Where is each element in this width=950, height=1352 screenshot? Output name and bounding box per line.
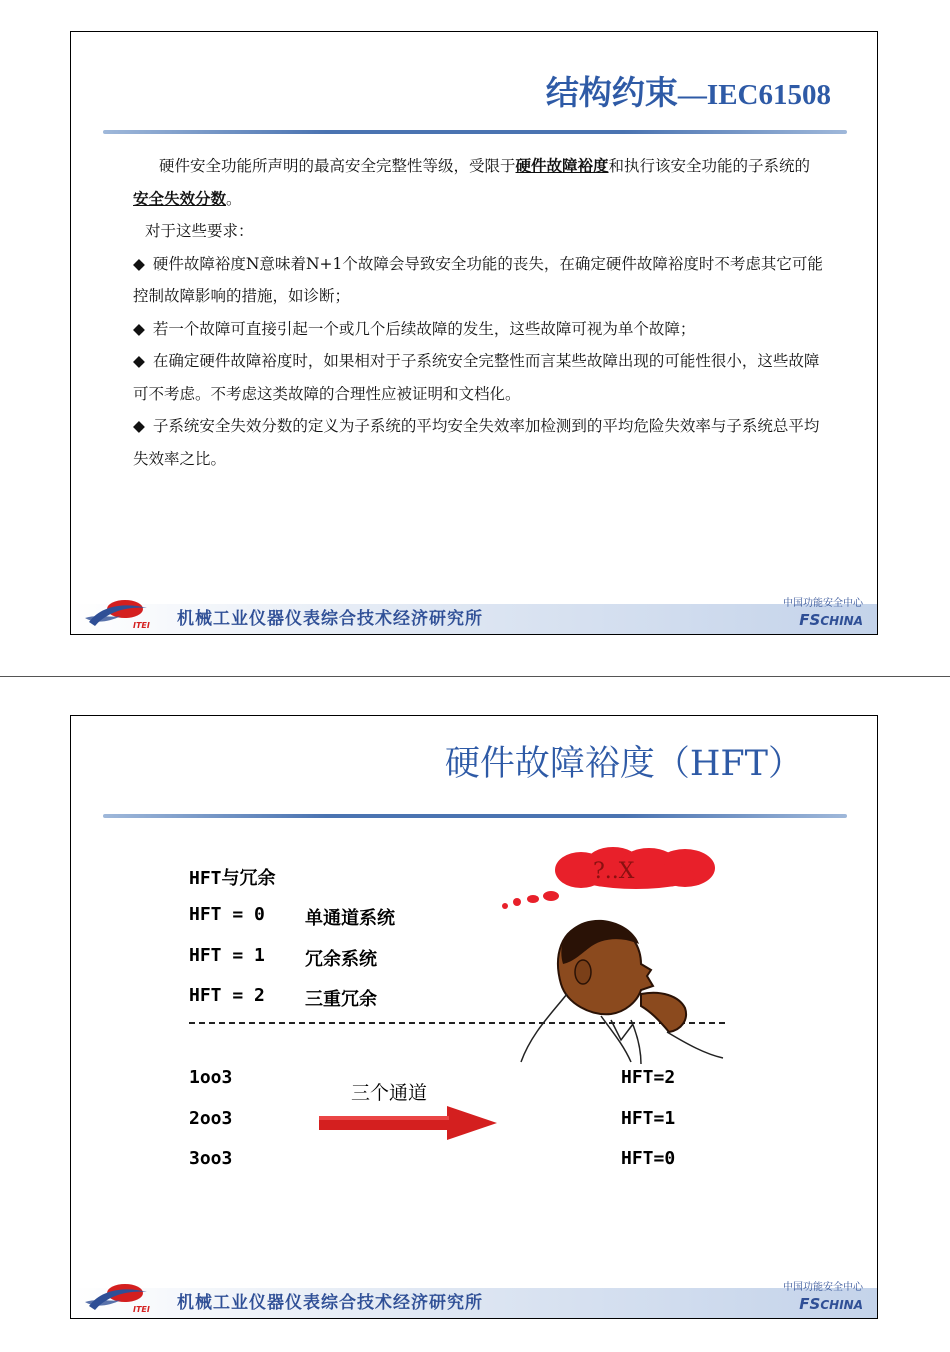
bullet-item	[133, 313, 823, 346]
bullet-text: 在确定硬件故障裕度时，如果相对于子系统安全完整性而言某些故障出现的可能性很小，这些故障可不考虑。不考虑这类故障的合理性应被证明和文档化。	[133, 352, 820, 403]
title-en: IEC61508	[706, 79, 831, 111]
diamond-bullet-icon: ◆	[133, 254, 145, 273]
slide-footer	[71, 590, 877, 634]
cloud-text: ?..X	[593, 859, 635, 884]
hft-expr: HFT = 0	[189, 904, 265, 925]
hft-row	[189, 945, 265, 966]
hft-value: HFT=2	[621, 1067, 676, 1088]
term-hft: 硬件故障裕度	[515, 156, 609, 175]
thinking-man-icon	[491, 844, 731, 1064]
slide-structural-constraints	[70, 31, 878, 635]
fs-center-name: 中国功能安全中心	[783, 1282, 863, 1293]
bullet-item	[133, 345, 823, 410]
hft-value: HFT=0	[621, 1148, 676, 1169]
fs-logo-big: FS	[799, 1295, 821, 1313]
title-cn: 结构约束	[545, 73, 678, 112]
vote-label: 2oo3	[189, 1108, 233, 1129]
institute-name: 机械工业仪器仪表综合技术经济研究所	[177, 1293, 483, 1313]
hft-desc: 单通道系统	[305, 908, 395, 929]
intro-paragraph	[133, 150, 823, 215]
right-arrow-icon	[319, 1106, 497, 1140]
diamond-bullet-icon: ◆	[133, 352, 145, 370]
requirements-lead: 对于这些要求：	[145, 222, 254, 240]
institute-name: 机械工业仪器仪表综合技术经济研究所	[177, 609, 483, 629]
intro-text-b: 和执行该安全功能的子系统的	[608, 157, 811, 175]
hft-heading	[189, 864, 276, 890]
fs-center-name: 中国功能安全中心	[783, 598, 863, 609]
slide-title: 硬件故障裕度（HFT）	[444, 744, 803, 784]
itei-logo-icon	[83, 596, 163, 630]
bullet-text: 若一个故障可直接引起一个或几个后续故障的发生，这些故障可视为单个故障；	[152, 319, 696, 338]
hft-value: HFT=1	[621, 1108, 676, 1129]
diamond-bullet-icon: ◆	[133, 417, 145, 435]
slide-footer	[71, 1274, 877, 1318]
itei-logo-icon	[83, 1280, 163, 1314]
page-separator	[0, 676, 950, 677]
hft-row	[189, 904, 265, 925]
vote-label: 1oo3	[189, 1067, 233, 1088]
title-divider	[103, 130, 847, 134]
slide-title	[546, 70, 831, 118]
fs-logo-small: CHINA	[820, 614, 863, 628]
term-sff: 安全失效分数	[133, 188, 227, 208]
bullet-item	[133, 248, 823, 313]
slide-hft	[70, 715, 878, 1319]
fs-logo-small: CHINA	[820, 1298, 863, 1312]
fs-china-logo	[799, 611, 863, 629]
bullet-text: 硬件故障裕度N意味着N+1个故障会导致安全功能的丧失，在确定硬件故障裕度时不考虑其它可能控制故障影响的措施，如诊断；	[133, 254, 823, 305]
bullet-item	[133, 410, 823, 475]
hft-desc: 三重冗余	[305, 989, 377, 1010]
fs-china-logo	[799, 1295, 863, 1313]
bullet-text: 子系统安全失效分数的定义为子系统的平均安全失效率加检测到的平均危险失效率与子系统总平均失效率之比。	[133, 417, 820, 468]
title-dash: —	[677, 79, 707, 111]
hft-heading-text: HFT与冗余	[189, 868, 276, 889]
intro-text-c: 。	[226, 189, 242, 208]
arrow-label: 三个通道	[351, 1082, 428, 1104]
fs-logo-big: FS	[799, 611, 821, 629]
logo-text: ITEI	[133, 621, 150, 630]
hft-desc: 冗余系统	[305, 949, 377, 970]
hft-expr: HFT = 1	[189, 945, 265, 966]
vote-label: 3oo3	[189, 1148, 233, 1169]
hft-expr: HFT = 2	[189, 985, 265, 1006]
title-divider	[103, 814, 847, 818]
logo-text: ITEI	[133, 1305, 150, 1314]
diamond-bullet-icon: ◆	[133, 319, 145, 338]
hft-row	[189, 985, 265, 1006]
slide-body	[133, 150, 823, 475]
intro-text-a: 硬件安全功能所声明的最高安全完整性等级，受限于	[159, 157, 516, 175]
